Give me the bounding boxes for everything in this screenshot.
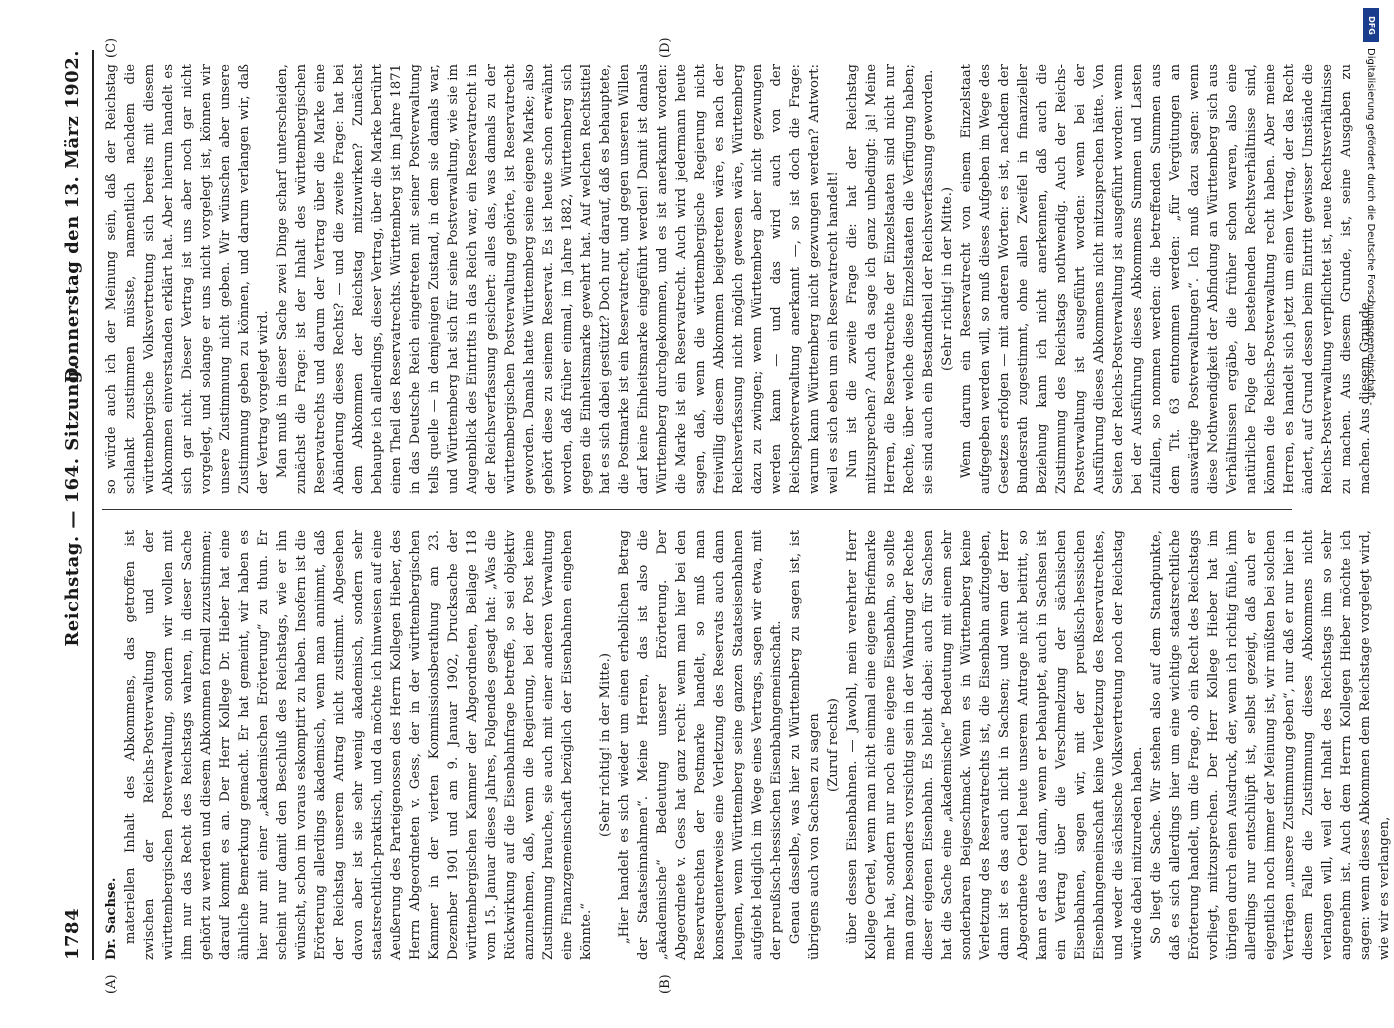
credit-text: Digitalisierung gefördert durch die Deutsche Forschungsgemeinschaft - <box>1365 48 1376 406</box>
interjection: (Sehr richtig! in der Mitte.) <box>598 653 613 837</box>
left-paragraph: materiellen Inhalt des Abkommens, das getroffen ist zwischen der Reichs-Postverwaltung und der württembergischen Postverwaltung, sondern wir wollen mit ihm nur das Recht des Reichstags wahren, in dieser Sache gehört zu werden und diesem Abkommen formell zuzustimmen; darauf kommt es an. Der Herr Kollege Dr. Hieber hat eine ähnliche Bemerkung gemacht. Er hat gemeint, wir haben es hier nur mit einer „akademischen Erörterung“ zu thun. Er scheint nur damit den Beschluß des Reichstags, wie er ihn wünscht, schon im voraus eskomptirt zu haben. Insofern ist die Erörterung allerdings akademisch, wenn man annimmt, daß der Reichstag unserem Antrag nicht zustimmt. Abgesehen davon aber ist sie sehr wenig akademisch, sondern sehr staatsrechtlich-praktisch, und da möchte ich hinweisen auf eine Aeußerung des Parteigenossen des Herrn Kollegen Hieber, des Herrn Abgeordneten v. Gess, der in der württembergischen Kammer in der vierten Kommissionsberathung am 23. Dezember 1901 und am 9. Januar 1902, Drucksache der württembergischen Kammer der Abgeordneten, Beilage 118 vom 15. Januar dieses Jahres, Folgendes gesagt hat: „Was die Rückwirkung auf die Eisenbahnfrage betreffe, so sei objektiv anzunehmen, daß, wenn die Regierung, bei der Post keine Zustimmung brauche, sie auch mit einer anderen Verwaltung eine Finanzgemeinschaft bezüglich der Eisenbahnen eingehen könnte.“ <box>123 530 594 960</box>
margin-mark-a: (A) <box>104 974 119 994</box>
session-title: Reichstag. — 164. Sitzung. <box>62 363 83 647</box>
right-paragraph: Wenn darum ein Reservatrecht von einem Einzelstaat aufgegeben werden will, so muß dieses Aufgeben im Wege des Gesetzes erfolgen — mit anderen Worten: es ist, nachdem der Bundesrath zugestimmt, ohne allen Zweifel in finanzieller Beziehung kann ich nicht anerkennen, daß auch die Zustimmung des Reichstags nothwendig. Auch der Reichs-Postverwaltung ist ausgeführt worden: wenn bei der Ausführung dieses Abkommens nicht mitzusprechen hätte. Von Seiten der Reichs-Postverwaltung ist ausgeführt worden: wenn bei der Ausführung dieses Abkommens Summen und Lasten zufallen, so nommen werden: die betreffenden Summen aus dem Tit. 63 entnommen werden: „für Vergütungen an auswärtige Postverwaltungen“. Ich muß dazu sagen: wenn diese Nothwendigkeit der Abfindung an Württemberg sich aus Verhältnissen ergäbe, die früher schon waren, also eine natürliche Folge der bestehenden Rechtsverhältnisse sind, können die Reichs-Postverwaltung recht haben. Aber meine Herren, es handelt sich jetzt um einen Vertrag, der das Recht ändert, auf Grund dessen beim Eintritt gewisser Umstände die Reichs-Postverwaltung verpflichtet ist, neue Rechtsverhältnisse zu machen. Aus diesem Grunde, ist, seine Ausgaben zu machen. Aus diesem Grunde, <box>959 64 1373 494</box>
right-paragraph: so würde auch ich der Meinung sein, daß der Reichstag schlankt zustimmen müsste, namentlich nachdem die württembergische Volksvertretung sich bereits mit diesem Abkommen einverstanden erklärt hat. Aber hierum handelt es sich gar nicht. Dieser Vertrag ist uns aber noch gar nicht vorgelegt, und solange er uns nicht vorgelegt ist, können wir unsere Zustimmung nicht geben. Wir wünschen aber unsere Zustimmung geben zu können, und darum verlangen wir, daß der Vertrag vorgelegt wird. <box>104 64 271 494</box>
margin-mark-b: (B) <box>658 974 673 994</box>
dfg-logo <box>1363 8 1379 42</box>
session-date: Donnerstag den 13. März 1902. <box>62 50 83 384</box>
column-divider <box>102 509 1292 510</box>
interjection: (Zuruf rechts) <box>826 698 841 792</box>
left-paragraph: über dessen Eisenbahnen. — Jawohl, mein verehrter Herr Kollege Oertel, wenn man nicht einmal eine eigene Briefmarke mehr hat, sondern nur noch eine eigene Eisenbahn, so sollte man ganz besonders vorsichtig sein in der Wahrung der Rechte dieser eigenen Eisenbahn. Es bleibt dabei: auch für Sachsen hat die Sache eine „akademische“ Bedeutung mit einem sehr sonderbaren Beigeschmack. Wenn es in Württemberg keine Verletzung des Reservatrechts ist, die Eisenbahn aufzugeben, dann ist es das auch nicht in Sachsen; und wenn der Herr Abgeordnete Oertel heute unserem Antrage nicht beitritt, so kann er das nur dann, wenn er behauptet, auch in Sachsen ist ein Vertrag über die Verschmelzung der sächsischen Eisenbahnen, sagen wir, mit der preußisch-hessischen Eisenbahngemeinschaft keine Verletzung des Reservatrechtes, und weder die sächsische Volksvertretung noch der Reichstag würde dabei mitzureden haben. <box>845 530 1145 960</box>
dfg-logo-text: DFG <box>1366 15 1376 35</box>
left-paragraph: So liegt die Sache. Wir stehen also auf dem Standpunkte, daß es sich allerdings hier um eine wichtige staatsrechtliche Erörterung handelt, um die Frage, ob ein Recht des Reichstags vorliegt, mitzusprechen. Der Herr Kollege Hieber hat im übrigen durch einen Ausdruck, der, wenn ich richtig fühle, ihm allerdings nur entschlüpft ist, selbst gezeigt, daß auch er eigentlich noch immer der Meinung ist, wir müßten bei solchen Verträgen „unsere Zustimmung geben“, nur daß er nur hier in diesem Falle die Zustimmung dieses Abkommens nicht verlangen will, weil der Inhalt des Reichstags ihm so sehr angenehm ist. Auch dem Herrn Kollegen Hieber möchte ich sagen: wenn dieses Abkommen dem Reichstage vorgelegt wird, wie wir es verlangen, <box>1149 530 1392 960</box>
page-header <box>58 50 92 960</box>
right-paragraph: Man muß in dieser Sache zwei Dinge scharf unterscheiden, zunächst die Frage: ist der Inhalt des württembergischen Reservatrechts und darum der Vertrag über die Marke eine Abänderung dieses Rechts? — und die zweite Frage: hat bei dem Abkommen der Reichstag mitzuwirken? Zunächst behaupte ich allerdings, dieser Vertrag, über die Marke berührt einen Theil des Reservatrechts. Württemberg ist im Jahre 1871 in das Deutsche Reich eingetreten mit seiner Postverwaltung tells quelle — in demjenigen Zustand, in dem sie damals war, und Württemberg hat sich für seine Postverwaltung, wie sie im Augenblick des Eintritts in das Reich war, ein Reservatrecht in der Reichsverfassung gesichert: alles das, was damals zu der württembergischen Postverwaltung gehörte, ist Reservatrecht geworden. Damals hatte Württemberg seine eigene Marke; also gehört diese zu seinem Reservat. Es ist heute schon erwähnt worden, daß früher einmal, im Jahre 1882, Württemberg sich gegen die Einheitsmarke gewehrt hat. Auf welchen Rechtstitel hat es sich dabei gestützt? Doch nur darauf, daß es behauptete, die Postmarke ist ein Reservatrecht, und gegen unseren Willen darf keine Einheitsmarke eingeführt werden! Damit ist damals Württemberg durchgekommen, und es ist anerkannt worden: die Marke ist ein Reservatrecht. Auch wird jedermann heute sagen, daß, wenn die württembergische Regierung nicht freiwillig diesem Abkommen beigetreten wäre, es nach der Reichsverfassung nicht möglich gewesen wäre, Württemberg dazu zu zwingen; wenn Württemberg aber nicht gezwungen werden kann — und das wird auch von der Reichspostverwaltung anerkannt —, so ist doch die Frage: warum kann Württemberg nicht gezwungen werden? Antwort: weil es sich eben um ein Reservatrecht handelt! <box>275 64 841 494</box>
page-number: 1784 <box>62 907 83 960</box>
left-column <box>102 530 1392 960</box>
header-rule <box>92 50 94 960</box>
right-paragraph: Nun ist die zweite Frage die: hat der Reichstag mitzusprechen? Auch da sage ich ganz unbedingt: ja! Meine Herren, die Reservatrechte der Einzelstaaten sind nicht nur Rechte, über welche diese Einzelstaaten die Verfügung haben; sie sind auch ein Bestandtheil der Reichsverfassung geworden. <box>845 64 936 494</box>
left-paragraph: „Hier handelt es sich wieder um einen erheblichen Betrag der Staatseinnahmen“. Meine Herren, das ist also die „akademische“ Bedeutung unserer Erörterung. Der Abgeordnete v. Gess hat ganz recht: wenn man hier bei den Reservatrechten der Postmarke handelt, so muß man konsequenterweise eine Verletzung des Reservats auch dann leugnen, wenn Württemberg seine ganzen Staatseisenbahnen aufgiebt lediglich im Wege eines Vertrags, sagen wir etwa, mit der preußisch-hessischen Eisenbahngemeinschaft. <box>617 530 784 960</box>
margin-mark-c: (C) <box>104 37 119 58</box>
digitization-credit <box>1363 8 1377 988</box>
margin-mark-d: (D) <box>658 37 673 58</box>
left-paragraph: Genau dasselbe, was hier zu Württemberg zu sagen ist, ist übrigens auch von Sachsen zu sagen <box>788 530 822 960</box>
speaker-line <box>102 530 121 960</box>
interjection: (Sehr richtig! in der Mitte.) <box>940 187 955 371</box>
speaker-name: Dr. Sachse. <box>104 877 119 960</box>
